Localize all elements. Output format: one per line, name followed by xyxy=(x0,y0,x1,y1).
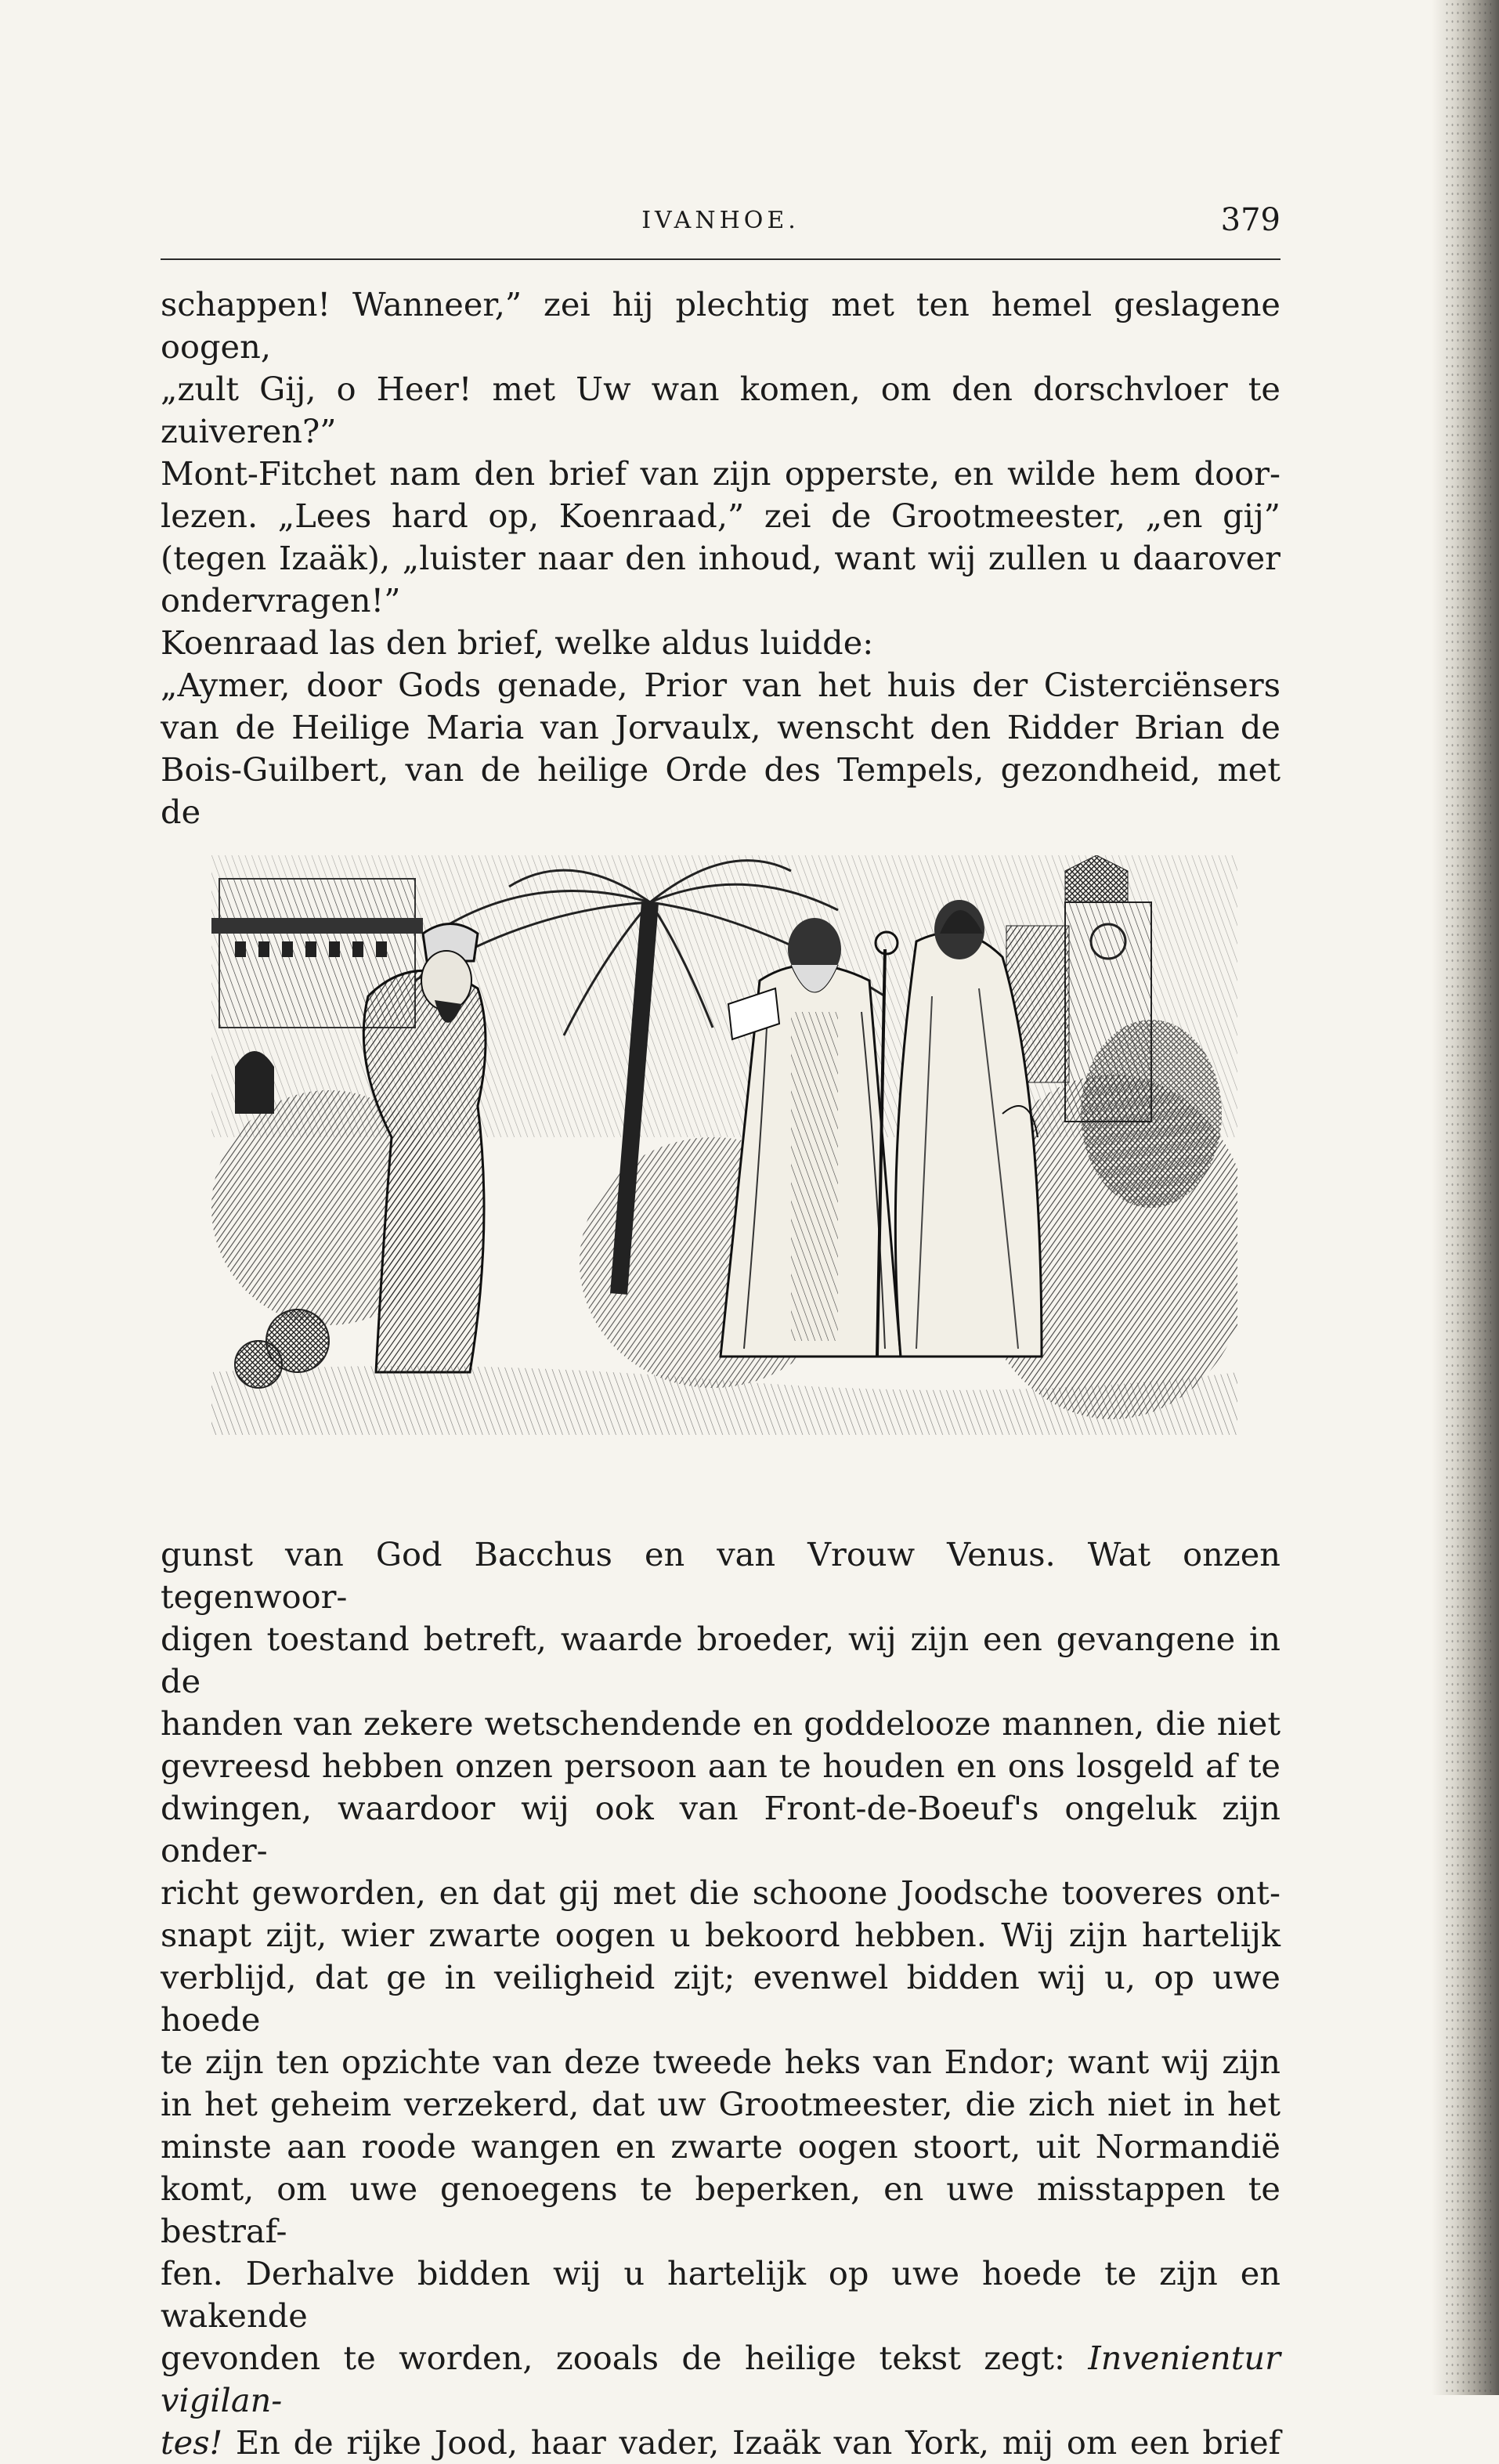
text-line-part: gevonden te worden, zooals de heilige tekst zegt: xyxy=(161,2339,1065,2377)
text-line: Bois-Guilbert, van de heilige Orde des Tempels, gezondheid, met de xyxy=(161,750,1280,831)
text-line: fen. Derhalve bidden wij u hartelijk op uwe hoede te zijn en wakende xyxy=(161,2254,1280,2335)
text-line: (tegen Izaäk), „luister naar den inhoud, want wij zullen u daarover xyxy=(161,539,1280,577)
header-rule xyxy=(161,258,1280,260)
text-line: „Aymer, door Gods genade, Prior van het huis der Cisterciënsers xyxy=(161,666,1280,704)
bottom-text-block xyxy=(161,1534,1280,2464)
text-line: te zijn ten opzichte van deze tweede heks van Endor; want wij zijn xyxy=(161,2043,1280,2081)
text-line: schappen! Wanneer,” zei hij plechtig met ten hemel geslagene oogen, xyxy=(161,285,1280,366)
text-line: snapt zijt, wier zwarte oogen u bekoord hebben. Wij zijn hartelijk xyxy=(161,1916,1280,1954)
text-line: van de Heilige Maria van Jorvaulx, wenscht den Ridder Brian de xyxy=(161,708,1280,746)
engraving-illustration xyxy=(211,855,1237,1435)
text-line: Koenraad las den brief, welke aldus luidde: xyxy=(161,623,874,662)
page-number: 379 xyxy=(1220,202,1280,238)
running-title: IVANHOE. xyxy=(641,207,800,234)
text-line: richt geworden, en dat gij met die schoone Joodsche tooveres ont- xyxy=(161,1873,1280,1912)
text-line: komt, om uwe genoegens te beperken, en uwe misstappen te bestraf- xyxy=(161,2170,1280,2250)
latin-quote: Invenientur vigilan- xyxy=(161,2339,1280,2419)
text-line: zuiveren?” xyxy=(161,412,337,450)
text-line: Mont-Fitchet nam den brief van zijn opperste, en wilde hem door- xyxy=(161,454,1280,493)
text-line-part: En de rijke Jood, haar vader, Izaäk van York, mij om een brief xyxy=(235,2423,1280,2462)
text-line: gevreesd hebben onzen persoon aan te houden en ons losgeld af te xyxy=(161,1747,1280,1785)
page-edge-speckle xyxy=(1444,0,1491,2395)
text-line: minste aan roode wangen en zwarte oogen stoort, uit Normandië xyxy=(161,2127,1280,2166)
text-line: in het geheim verzekerd, dat uw Grootmeester, die zich niet in het xyxy=(161,2085,1280,2123)
text-line xyxy=(161,2422,1280,2464)
text-line: lezen. „Lees hard op, Koenraad,” zei de Grootmeester, „en gij” xyxy=(161,497,1280,535)
top-text-block xyxy=(161,284,1280,833)
page-header xyxy=(161,202,1280,249)
text-line: ondervragen!” xyxy=(161,581,401,620)
text-line: handen van zekere wetschendende en goddelooze mannen, die niet xyxy=(161,1704,1280,1743)
text-line: gunst van God Bacchus en van Vrouw Venus. Wat onzen tegenwoor- xyxy=(161,1535,1280,1616)
text-line: verblijd, dat ge in veiligheid zijt; evenwel bidden wij u, op uwe hoede xyxy=(161,1958,1280,2039)
text-line: digen toestand betreft, waarde broeder, wij zijn een gevangene in de xyxy=(161,1620,1280,1700)
text-line xyxy=(161,2337,1280,2422)
text-line: „zult Gij, o Heer! met Uw wan komen, om den dorschvloer te xyxy=(161,370,1280,408)
text-line: dwingen, waardoor wij ook van Front-de-Boeuf's ongeluk zijn onder- xyxy=(161,1789,1280,1870)
latin-quote-end: tes! xyxy=(161,2423,223,2462)
